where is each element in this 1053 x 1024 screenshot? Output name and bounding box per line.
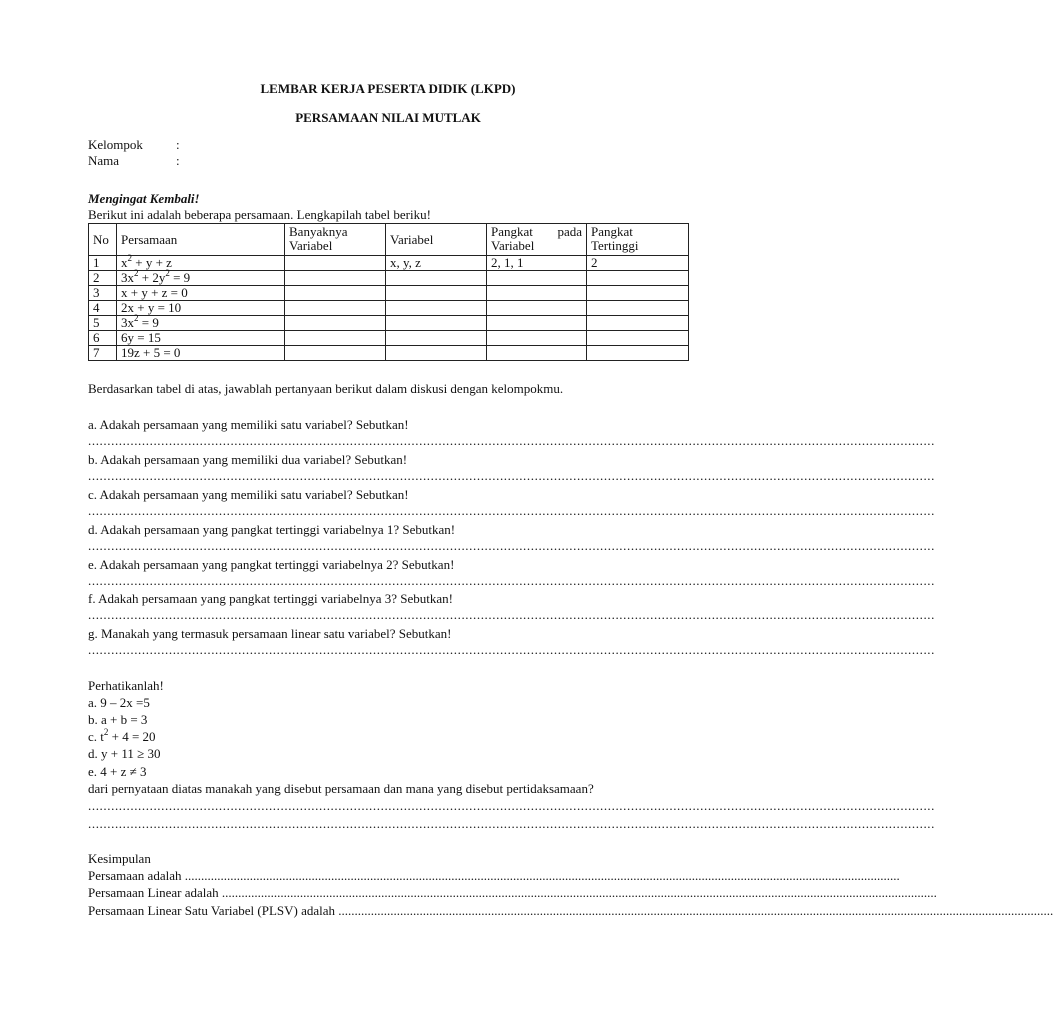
- row-variables-cell[interactable]: [386, 286, 487, 301]
- name-colon: :: [176, 153, 180, 168]
- answer-line-e[interactable]: ............................................................................................................................................................................................................................: [88, 573, 935, 588]
- row-variables-cell[interactable]: x, y, z: [386, 256, 487, 271]
- row-no: 1: [89, 256, 117, 271]
- header-powers-word2: pada: [557, 224, 582, 239]
- equation-part: 3x: [121, 270, 134, 285]
- row-highest-power-cell[interactable]: [587, 286, 689, 301]
- equation-exponent: 2: [134, 312, 139, 323]
- answer-line-f[interactable]: ............................................................................................................................................................................................................................: [88, 607, 935, 622]
- answer-line-observe-1[interactable]: ............................................................................................................................................................................................................................: [88, 798, 935, 813]
- header-powers-line1: [491, 225, 582, 239]
- question-c: c. Adakah persamaan yang memiliki satu variabel? Sebutkan!: [88, 487, 409, 502]
- header-variable-count-line1: Banyaknya: [289, 224, 348, 239]
- header-equation: Persamaan: [117, 224, 285, 256]
- conclusion-label: Persamaan adalah: [88, 868, 182, 883]
- row-variables-cell[interactable]: [386, 316, 487, 331]
- table-row: [89, 316, 689, 331]
- row-highest-power-cell[interactable]: [587, 301, 689, 316]
- row-equation: 2x + y = 10: [117, 301, 285, 316]
- statement-d: d. y + 11 ≥ 30: [88, 746, 161, 761]
- group-colon: :: [176, 137, 180, 152]
- row-equation: x + y + z = 0: [117, 286, 285, 301]
- row-powers-cell[interactable]: [487, 271, 587, 286]
- row-variable-count-cell[interactable]: [285, 256, 386, 271]
- row-highest-power-cell[interactable]: [587, 316, 689, 331]
- answer-line-a[interactable]: ............................................................................................................................................................................................................................: [88, 433, 935, 448]
- equation-table: [88, 223, 689, 361]
- question-g: g. Manakah yang termasuk persamaan linear satu variabel? Sebutkan!: [88, 626, 452, 641]
- header-variables: Variabel: [386, 224, 487, 256]
- conclusion-label: Persamaan Linear adalah: [88, 885, 219, 900]
- conclusion-fill: ............................................................................................................................................................................................................................: [184, 868, 900, 883]
- statement-part: c. t: [88, 729, 104, 744]
- row-variables-cell[interactable]: [386, 331, 487, 346]
- group-label: Kelompok: [88, 137, 143, 152]
- header-highest-line2: Tertinggi: [591, 238, 639, 253]
- discussion-intro: Berdasarkan tabel di atas, jawablah pertanyaan berikut dalam diskusi dengan kelompokmu.: [88, 381, 564, 396]
- row-highest-power-cell[interactable]: 2: [587, 256, 689, 271]
- table-row: [89, 256, 689, 271]
- row-no: 4: [89, 301, 117, 316]
- header-highest-power: [587, 224, 689, 256]
- row-powers-cell[interactable]: [487, 316, 587, 331]
- row-no: 2: [89, 271, 117, 286]
- worksheet-subtitle: PERSAMAAN NILAI MUTLAK: [295, 110, 481, 125]
- table-row: [89, 346, 689, 361]
- row-equation: [117, 252, 285, 271]
- row-powers-cell[interactable]: [487, 331, 587, 346]
- row-variables-cell[interactable]: [386, 271, 487, 286]
- row-highest-power-cell[interactable]: [587, 331, 689, 346]
- row-no: 3: [89, 286, 117, 301]
- answer-line-c[interactable]: ............................................................................................................................................................................................................................: [88, 503, 935, 518]
- header-variable-count: [285, 224, 386, 256]
- row-variable-count-cell[interactable]: [285, 316, 386, 331]
- worksheet-title: LEMBAR KERJA PESERTA DIDIK (LKPD): [260, 81, 516, 96]
- equation-exponent: 2: [165, 267, 170, 278]
- question-e: e. Adakah persamaan yang pangkat tertinggi variabelnya 2? Sebutkan!: [88, 557, 455, 572]
- statement-exponent: 2: [103, 726, 109, 737]
- equation-part: = 9: [138, 315, 159, 330]
- row-no: 6: [89, 331, 117, 346]
- equation-exponent: 2: [134, 267, 139, 278]
- conclusion-fill: ............................................................................................................................................................................................................................: [221, 885, 937, 900]
- observe-heading: Perhatikanlah!: [88, 678, 164, 693]
- row-highest-power-cell[interactable]: [587, 271, 689, 286]
- statement-b: b. a + b = 3: [88, 712, 148, 727]
- row-equation: 19z + 5 = 0: [117, 346, 285, 361]
- conclusion-label: Persamaan Linear Satu Variabel (PLSV) adalah: [88, 903, 336, 918]
- question-b: b. Adakah persamaan yang memiliki dua variabel? Sebutkan!: [88, 452, 408, 467]
- row-equation: [117, 312, 285, 331]
- answer-line-b[interactable]: ............................................................................................................................................................................................................................: [88, 468, 935, 483]
- row-no: 7: [89, 346, 117, 361]
- conclusion-fill: ............................................................................................................................................................................................................................: [338, 903, 1053, 918]
- header-powers: [487, 224, 587, 256]
- header-variable-count-line2: Variabel: [289, 238, 333, 253]
- row-variables-cell[interactable]: [386, 301, 487, 316]
- header-no: No: [89, 224, 117, 256]
- row-highest-power-cell[interactable]: [587, 346, 689, 361]
- row-powers-cell[interactable]: [487, 286, 587, 301]
- row-powers-cell[interactable]: [487, 301, 587, 316]
- table-row: [89, 301, 689, 316]
- statement-c: [88, 728, 156, 745]
- row-variable-count-cell[interactable]: [285, 346, 386, 361]
- row-no: 5: [89, 316, 117, 331]
- equation-exponent: 2: [127, 252, 132, 263]
- observe-question: dari pernyataan diatas manakah yang disebut persamaan dan mana yang disebut pertidaksamaan?: [88, 781, 594, 796]
- statement-a: a. 9 – 2x =5: [88, 695, 150, 710]
- recall-instruction: Berikut ini adalah beberapa persamaan. Lengkapilah tabel beriku!: [88, 207, 431, 222]
- row-variable-count-cell[interactable]: [285, 331, 386, 346]
- header-powers-line2: Variabel: [491, 238, 535, 253]
- row-variable-count-cell[interactable]: [285, 286, 386, 301]
- conclusion-line-plsv[interactable]: [88, 902, 1053, 919]
- equation-part: 3x: [121, 315, 134, 330]
- row-equation: 6y = 15: [117, 331, 285, 346]
- equation-part: = 9: [169, 270, 191, 285]
- statement-e: e. 4 + z ≠ 3: [88, 764, 147, 779]
- table-row: [89, 331, 689, 346]
- row-powers-cell[interactable]: 2, 1, 1: [487, 256, 587, 271]
- table-header-row: [89, 224, 689, 256]
- answer-line-d[interactable]: ............................................................................................................................................................................................................................: [88, 538, 935, 553]
- question-d: d. Adakah persamaan yang pangkat tertinggi variabelnya 1? Sebutkan!: [88, 522, 456, 537]
- question-f: f. Adakah persamaan yang pangkat tertinggi variabelnya 3? Sebutkan!: [88, 591, 453, 606]
- equation-part: + 2y: [138, 270, 166, 285]
- row-variable-count-cell[interactable]: [285, 271, 386, 286]
- conclusion-heading: Kesimpulan: [88, 851, 151, 866]
- name-label: Nama: [88, 153, 120, 168]
- statement-part: + 4 = 20: [108, 729, 156, 744]
- table-row: [89, 286, 689, 301]
- header-powers-word1: Pangkat: [491, 224, 533, 239]
- row-powers-cell[interactable]: [487, 346, 587, 361]
- table-row: [89, 271, 689, 286]
- row-variables-cell[interactable]: [386, 346, 487, 361]
- conclusion-line-linear[interactable]: [88, 884, 937, 901]
- header-highest-line1: Pangkat: [591, 224, 633, 239]
- conclusion-line-equation[interactable]: [88, 867, 900, 884]
- recall-heading: Mengingat Kembali!: [88, 191, 200, 206]
- question-a: a. Adakah persamaan yang memiliki satu variabel? Sebutkan!: [88, 417, 409, 432]
- row-equation: [117, 267, 285, 286]
- equation-part: x: [121, 255, 128, 270]
- answer-line-g[interactable]: ............................................................................................................................................................................................................................: [88, 642, 935, 657]
- row-variable-count-cell[interactable]: [285, 301, 386, 316]
- equation-part: + y + z: [132, 255, 172, 270]
- answer-line-observe-2[interactable]: ............................................................................................................................................................................................................................: [88, 816, 935, 831]
